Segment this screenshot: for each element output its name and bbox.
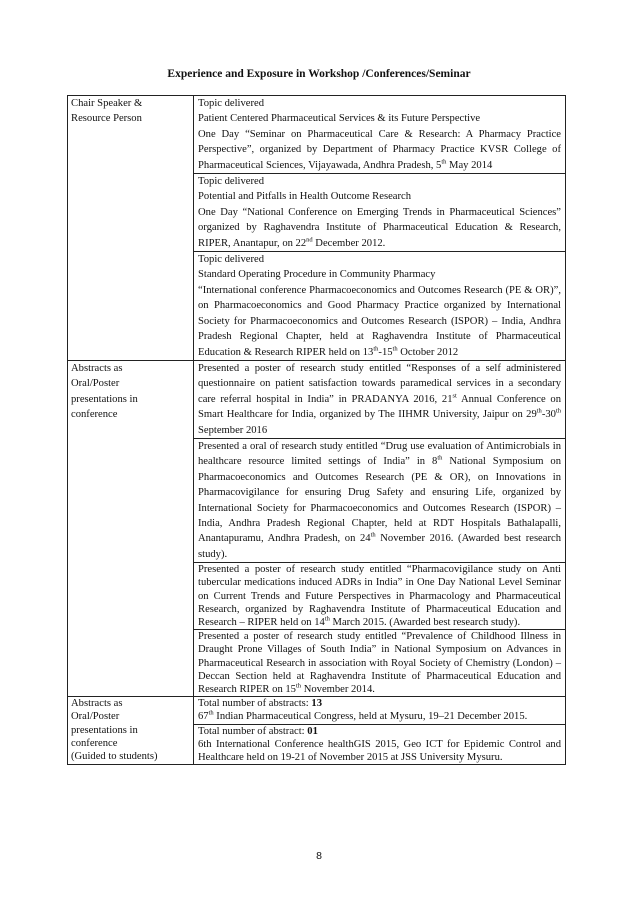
entry-cell <box>194 174 566 252</box>
label-line: Oral/Poster <box>71 711 120 723</box>
label-line: presentations in <box>71 724 138 736</box>
label-line: presentations in <box>71 393 138 405</box>
label-line: Resource Person <box>71 113 142 125</box>
label-line: Abstracts as <box>71 698 123 710</box>
entry-cell: Presented a oral of research study entitled “Drug use evaluation of Antimicrobials in healthcare resource limited settings of India” in 8th National Symposium on Pharmacoeconomics and Outcomes Research (PE & OR), on Innovations in Pharmacovigilance for ensuring Drug Safety and ensuring Life, organized by International Society for Pharmacoeconomics and Outcomes Research (ISPOR) – India, Andhra Pradesh Regional Chapter, held at RDT Hospitals Bathalapalli, Anantapuramu, Andhra Pradesh, on 24th November 2016. (Awarded best research study). <box>194 438 566 562</box>
page-title: Experience and Exposure in Workshop /Conferences/Seminar <box>167 68 471 80</box>
entry-cell: Presented a poster of research study entitled “Prevalence of Childhood Illness in Draught Prone Villages of South India” in National Symposium on Advances in Pharmaceutical Research in association with Royal Society of Chemistry (London) – Deccan Section held at Raghavendra Institute of Pharmaceutical Education and Research RIPER on 15th November 2014. <box>194 630 566 697</box>
entry-cell <box>194 252 566 361</box>
entry-text: One Day “Seminar on Pharmaceutical Care & Research: A Pharmacy Practice Perspective”, organized by Department of Pharmacy Practice KVSR College of Pharmaceutical Sciences, Vijayawada, Andhra Pradesh, 5th May 2014 <box>198 128 561 171</box>
table-row <box>68 697 566 724</box>
entry-cell <box>194 697 566 724</box>
row-label-abstracts <box>68 360 194 696</box>
entry-text: One Day “National Conference on Emerging Trends in Pharmaceutical Sciences” organized by Raghavendra Institute of Pharmaceutical Education & Research, RIPER, Anantapur, on 22nd December 2012. <box>198 206 561 249</box>
entry-heading: Topic delivered <box>198 254 265 266</box>
row-label-guided <box>68 697 194 765</box>
label-line: Oral/Poster <box>71 378 120 390</box>
entry-topic: Patient Centered Pharmaceutical Services & its Future Perspective <box>198 113 481 125</box>
label-line: Chair Speaker & <box>71 98 143 109</box>
label-line: conference <box>71 409 118 421</box>
table-row <box>68 96 566 174</box>
table-row <box>68 360 566 438</box>
entry-topic: Potential and Pitfalls in Health Outcome Research <box>198 191 411 203</box>
entry-cell: Presented a poster of research study entitled “Responses of a self administered questionnaire on patient satisfaction towards paramedical services in a secondary care referral hospital in India” in PRADANYA 2016, 21st Annual Conference on Smart Healthcare for India, organized by The IIHMR University, Jaipur on 29th-30th September 2016 <box>194 360 566 438</box>
label-line: (Guided to students) <box>71 751 158 763</box>
row-label-chair <box>68 96 194 361</box>
entry-topic: Standard Operating Procedure in Community Pharmacy <box>198 269 436 281</box>
entry-heading: Topic delivered <box>198 98 265 109</box>
label-line: Abstracts as <box>71 362 123 374</box>
entry-text: 67th Indian Pharmaceutical Congress, held at Mysuru, 19–21 December 2015. <box>198 709 528 723</box>
entry-cell: Presented a poster of research study entitled “Pharmacovigilance study on Anti tubercular medications induced ADRs in India” in One Day National Level Seminar on Current Trends and Future Perspectives in Pharmacology and Pharmaceutical Research, organized by Raghavendra Institute of Pharmaceutical Education and Research – RIPER held on 14th March 2015. (Awarded best research study). <box>194 563 566 630</box>
entry-total: Total number of abstract: 01 <box>198 725 318 737</box>
entry-cell <box>194 724 566 765</box>
entry-cell <box>194 96 566 174</box>
entry-text: “International conference Pharmacoeconomics and Outcomes Research (PE & OR)”, on Pharmacoeconomics and Good Pharmacy Practice organized by International Society for Pharmacoeconomics and Outcomes Research (ISPOR) – India, Andhra Pradesh Regional Chapter, held at Raghavendra Institute of Pharmaceutical Education & Research RIPER held on 13th-15th October 2012 <box>198 284 561 358</box>
entry-total: Total number of abstracts: 13 <box>198 698 322 710</box>
page-number: 8 <box>316 850 322 862</box>
entry-heading: Topic delivered <box>198 176 265 188</box>
entry-text: 6th International Conference healthGIS 2015, Geo ICT for Epidemic Control and Healthcare held on 19-21 of November 2015 at JSS University Mysuru. <box>198 738 561 764</box>
label-line: conference <box>71 737 118 749</box>
experience-table <box>67 95 566 765</box>
